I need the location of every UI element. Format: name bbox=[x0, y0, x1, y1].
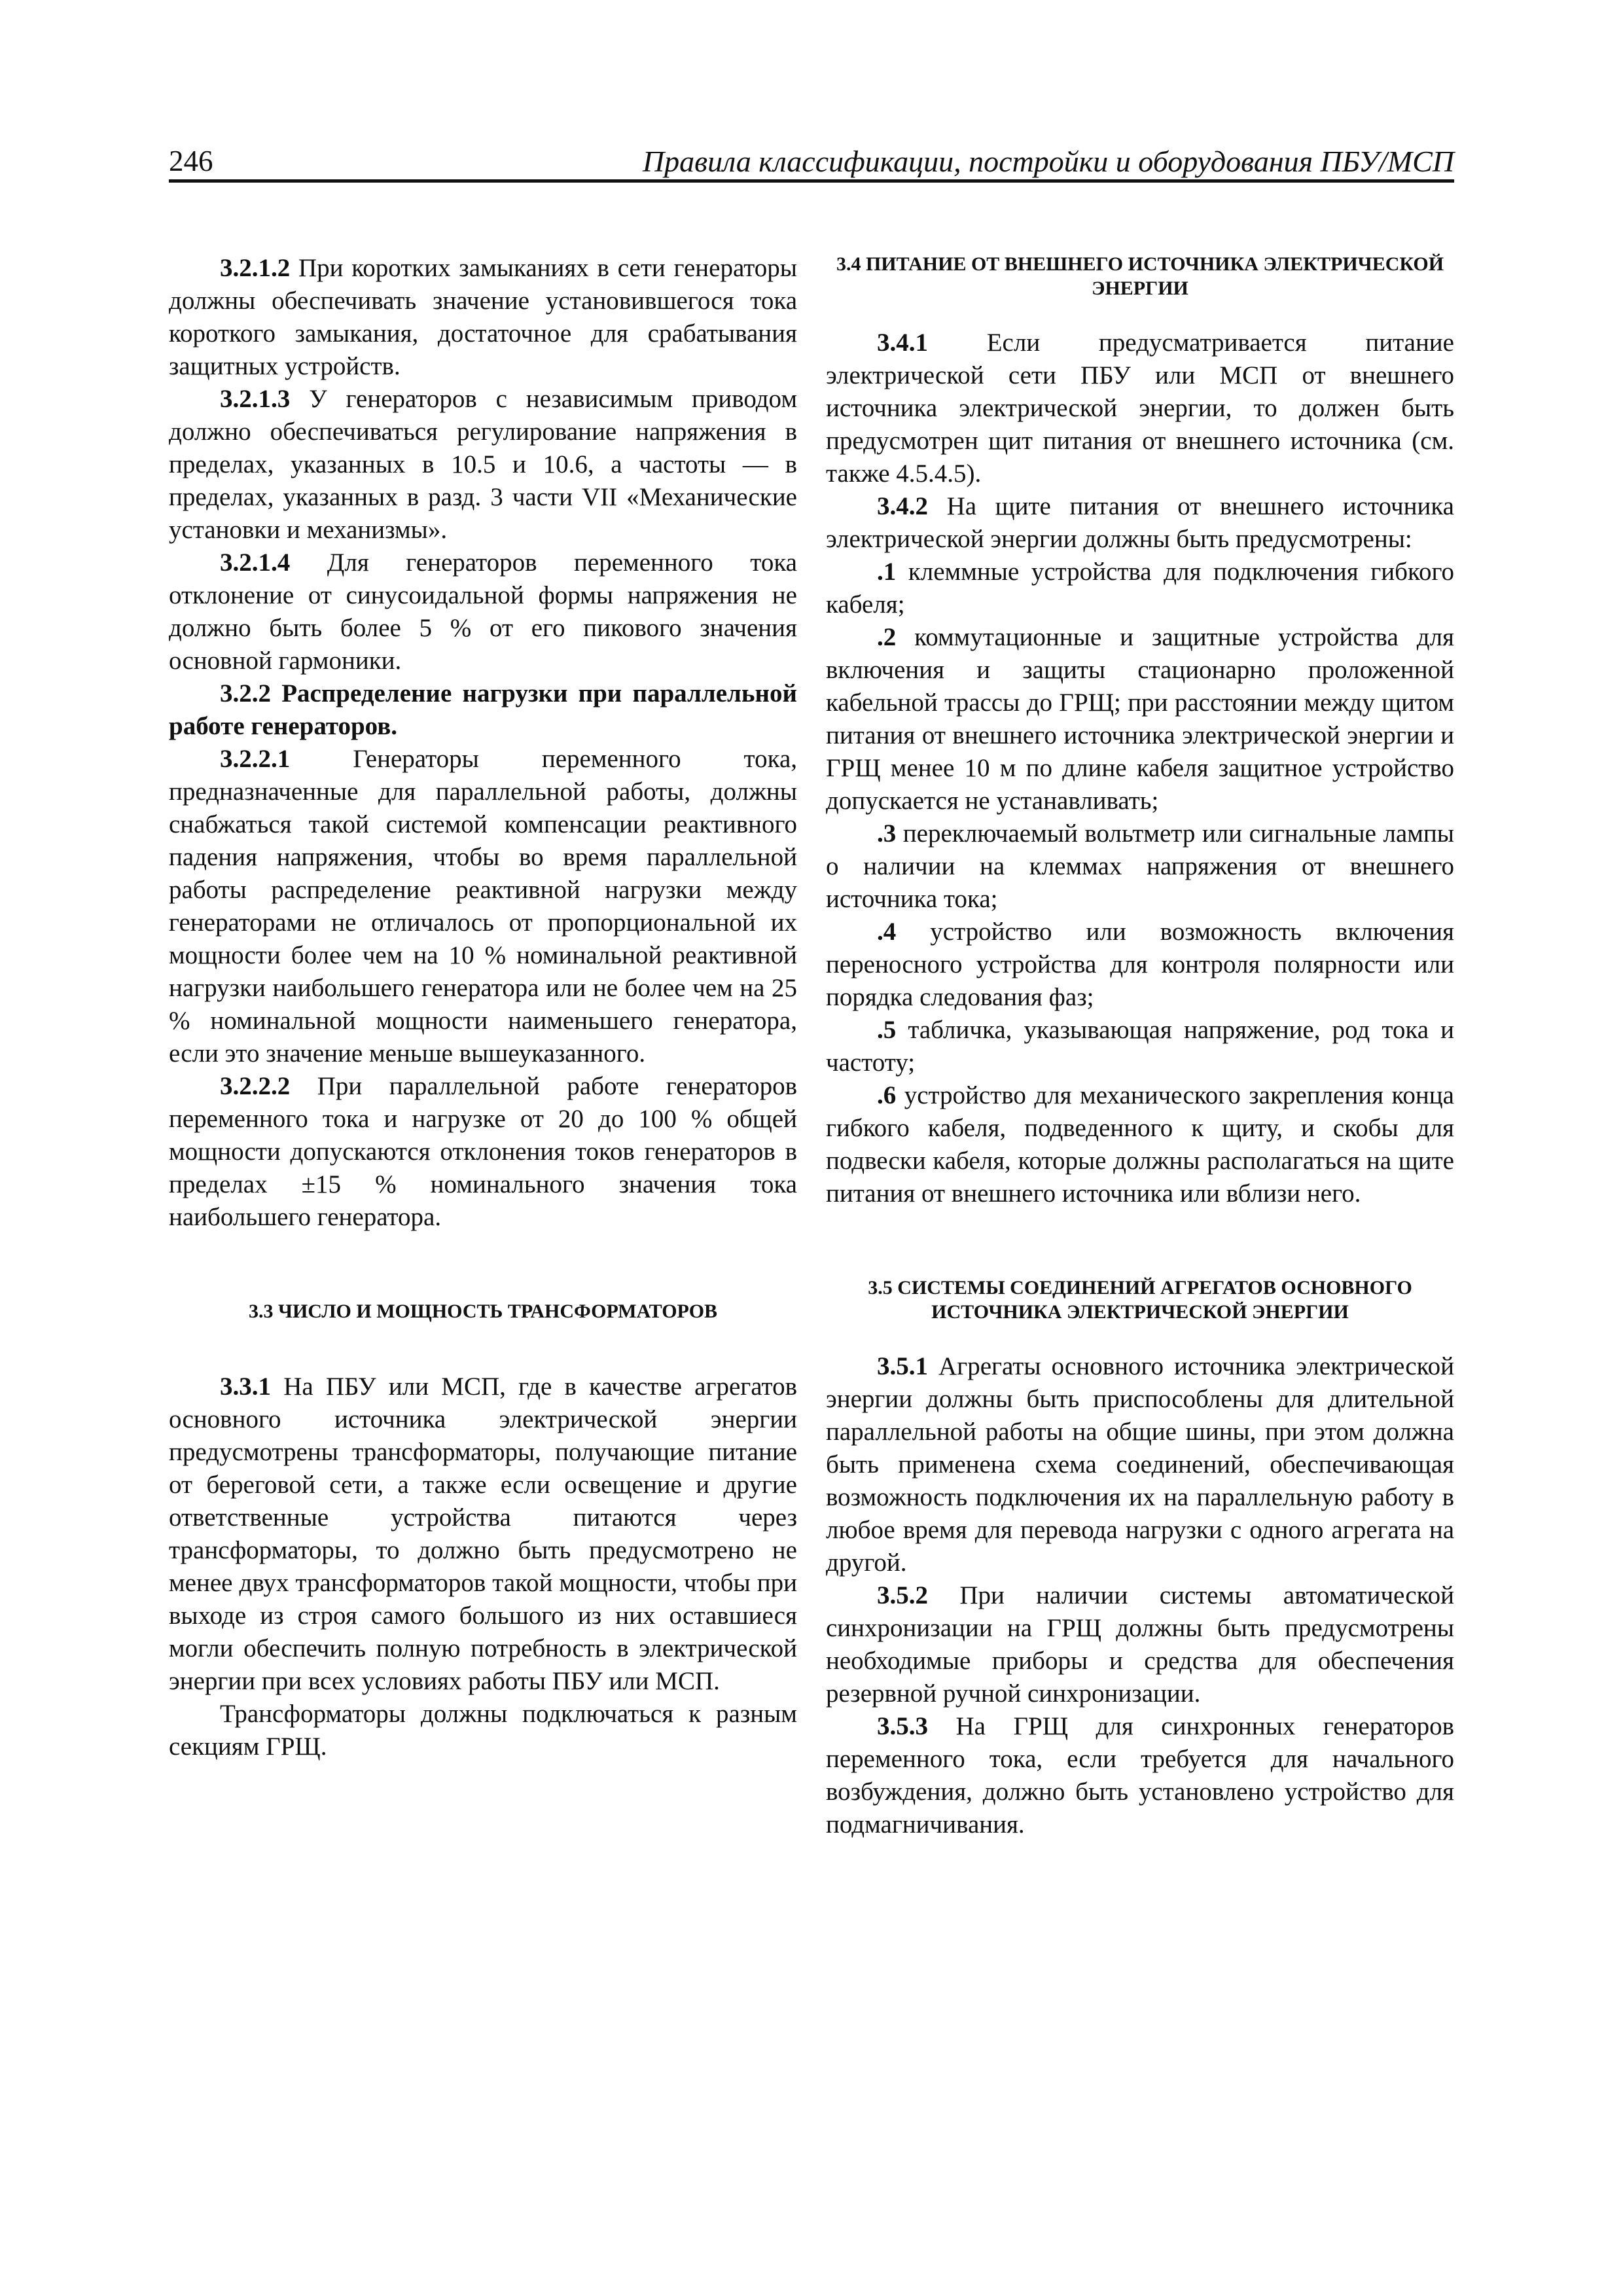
clause-text: При коротких замыканиях в сети генераторы должны обеспечивать значение установившегося тока короткого замыкания, достаточное для срабатывания защитных устройств. bbox=[169, 254, 797, 380]
item-number: .4 bbox=[877, 918, 897, 946]
list-item-6 bbox=[826, 1079, 1454, 1210]
list-item-3 bbox=[826, 817, 1454, 916]
section-heading-3-4: 3.4 ПИТАНИЕ ОТ ВНЕШНЕГО ИСТОЧНИКА ЭЛЕКТРИЧЕСКОЙ ЭНЕРГИИ bbox=[836, 253, 1444, 299]
clause-text: Агрегаты основного источника электрической энергии должны быть приспособлены для длительной параллельной работы на общие шины, при этом должна быть применена схема соединений, обеспечивающая возможность подключения их на параллельную работу в любое время для перевода нагрузки с одного агрегата на другой. bbox=[826, 1352, 1454, 1577]
spacer bbox=[826, 300, 1454, 327]
clause-number: 3.4.1 bbox=[877, 329, 928, 357]
item-text: устройство для механического закрепления конца гибкого кабеля, подведенного к щиту, и скобы для подвески кабеля, которые должны располагаться на щите питания от внешнего источника или вблизи него. bbox=[826, 1081, 1454, 1208]
clause-number: 3.2.1.2 bbox=[220, 254, 291, 282]
list-item-4 bbox=[826, 916, 1454, 1014]
paragraph-3-4-1 bbox=[826, 327, 1454, 490]
item-text: коммутационные и защитные устройства для включения и защиты стационарно проложенной кабельной трассы до ГРЩ; при расстоянии между щитом питания от внешнего источника электрической энергии и ГРЩ менее 10 м по длине кабеля защитное устройство допускается не устанавливать; bbox=[826, 623, 1454, 815]
clause-number: 3.5.1 bbox=[877, 1352, 928, 1380]
subheading-3-2-2: 3.2.2 Распределение нагрузки при параллельной работе генераторов. bbox=[169, 679, 797, 740]
clause-number: 3.2.1.4 bbox=[220, 548, 291, 577]
list-item-1 bbox=[826, 556, 1454, 621]
paragraph-3-5-3 bbox=[826, 1710, 1454, 1841]
clause-text: На щите питания от внешнего источника электрической энергии должны быть предусмотрены: bbox=[826, 492, 1454, 553]
clause-number: 3.5.2 bbox=[877, 1581, 928, 1609]
clause-number: 3.5.3 bbox=[877, 1712, 928, 1740]
item-number: .2 bbox=[877, 623, 897, 651]
section-heading-3-3: 3.3 ЧИСЛО И МОЩНОСТЬ ТРАНСФОРМАТОРОВ bbox=[248, 1300, 718, 1322]
list-item-2 bbox=[826, 621, 1454, 817]
paragraph-3-2-1-3 bbox=[169, 383, 797, 547]
page-header bbox=[169, 136, 1454, 183]
item-number: .3 bbox=[877, 819, 897, 848]
spacer bbox=[826, 1210, 1454, 1276]
paragraph-3-3-1-continued: Трансформаторы должны подключаться к разным секциям ГРЩ. bbox=[169, 1700, 797, 1761]
paragraph-3-5-2 bbox=[826, 1579, 1454, 1710]
spacer bbox=[826, 1324, 1454, 1350]
paragraph-3-5-1 bbox=[826, 1350, 1454, 1579]
section-heading-3-5: 3.5 СИСТЕМЫ СОЕДИНЕНИЙ АГРЕГАТОВ ОСНОВНОГО ИСТОЧНИКА ЭЛЕКТРИЧЕСКОЙ ЭНЕРГИИ bbox=[868, 1277, 1412, 1323]
paragraph-3-2-2-2 bbox=[169, 1070, 797, 1234]
clause-number: 3.2.2.1 bbox=[220, 745, 291, 773]
spacer bbox=[169, 1234, 797, 1299]
clause-text: Генераторы переменного тока, предназначенные для параллельной работы, должны снабжаться такой системой компенсации реактивного падения напряжения, чтобы во время параллельной работы распределение реактивной нагрузки между генераторами не отличалось от пропорциональной их мощности более чем на 10 % номинальной реактивной нагрузки наибольшего генератора или не более чем на 25 % номинальной мощности наименьшего генератора, если это значение меньше вышеуказанного. bbox=[169, 745, 797, 1067]
item-text: клеммные устройства для подключения гибкого кабеля; bbox=[826, 558, 1454, 619]
item-number: .1 bbox=[877, 558, 897, 586]
paragraph-3-3-1 bbox=[169, 1371, 797, 1698]
paragraph-3-4-2 bbox=[826, 490, 1454, 556]
clause-number: 3.2.2.2 bbox=[220, 1072, 291, 1100]
right-column bbox=[826, 252, 1454, 1841]
left-column bbox=[169, 252, 797, 1763]
clause-number: 3.4.2 bbox=[877, 492, 928, 520]
item-text: переключаемый вольтметр или сигнальные лампы о наличии на клеммах напряжения от внешнего источника тока; bbox=[826, 819, 1454, 913]
running-title: Правила классификации, постройки и оборудования ПБУ/МСП bbox=[642, 145, 1454, 178]
page-number: 246 bbox=[169, 145, 213, 177]
list-item-5 bbox=[826, 1014, 1454, 1079]
spacer bbox=[169, 1323, 797, 1371]
clause-text: При параллельной работе генераторов переменного тока и нагрузке от 20 до 100 % общей мощности допускаются отклонения токов генераторов в пределах ±15 % номинального значения тока наибольшего генератора. bbox=[169, 1072, 797, 1231]
paragraph-3-2-1-2 bbox=[169, 252, 797, 383]
item-text: устройство или возможность включения переносного устройства для контроля полярности или порядка следования фаз; bbox=[826, 918, 1454, 1011]
clause-text: При наличии системы автоматической синхронизации на ГРЩ должны быть предусмотрены необходимые приборы и средства для обеспечения резервной ручной синхронизации. bbox=[826, 1581, 1454, 1708]
clause-text: На ПБУ или МСП, где в качестве агрегатов основного источника электрической энергии предусмотрены трансформаторы, получающие питание от береговой сети, а также если освещение и другие ответственные устройства питаются через трансформаторы, то должно быть предусмотрено не менее двух трансформаторов такой мощности, чтобы при выходе из строя самого большого из них оставшиеся могли обеспечить полную потребность в электрической энергии при всех условиях работы ПБУ или МСП. bbox=[169, 1372, 797, 1695]
item-number: .5 bbox=[877, 1016, 897, 1044]
clause-text: На ГРЩ для синхронных генераторов переменного тока, если требуется для начального возбуждения, должно быть установлено устройство для подмагничивания. bbox=[826, 1712, 1454, 1839]
clause-text: Для генераторов переменного тока отклонение от синусоидальной формы напряжения не должно быть более 5 % от его пикового значения основной гармоники. bbox=[169, 548, 797, 675]
item-number: .6 bbox=[877, 1081, 897, 1109]
paragraph-3-2-1-4 bbox=[169, 547, 797, 677]
clause-text: Если предусматривается питание электрической сети ПБУ или МСП от внешнего источника электрической энергии, то должен быть предусмотрен щит питания от внешнего источника (см. также 4.5.4.5). bbox=[826, 329, 1454, 488]
clause-number: 3.2.1.3 bbox=[220, 385, 291, 413]
clause-number: 3.3.1 bbox=[220, 1372, 271, 1401]
paragraph-3-2-2-1 bbox=[169, 743, 797, 1070]
clause-text: У генераторов с независимым приводом должно обеспечиваться регулирование напряжения в пределах, указанных в 10.5 и 10.6, а частоты — в пределах, указанных в разд. 3 части VII «Механические установки и механизмы». bbox=[169, 385, 797, 544]
item-text: табличка, указывающая напряжение, род тока и частоту; bbox=[826, 1016, 1454, 1077]
